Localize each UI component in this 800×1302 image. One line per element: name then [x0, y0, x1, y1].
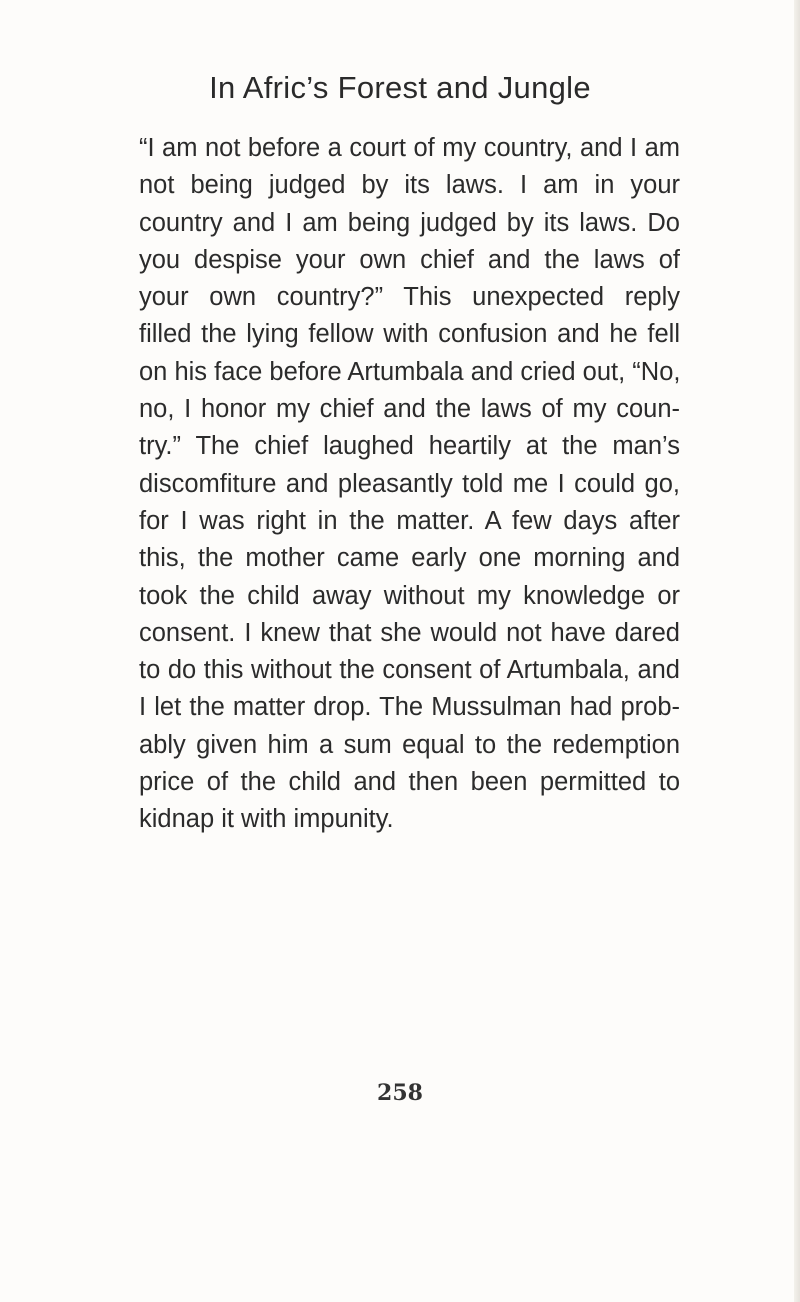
text-line: your own country?” This unexpected reply [139, 283, 680, 312]
text-line: filled the lying fellow with confusion and he fell [139, 320, 680, 349]
text-line: try.” The chief laughed heartily at the man’s [139, 432, 680, 461]
text-line: ably given him a sum equal to the redemption [139, 730, 680, 759]
text-line: price of the child and then been permitted to [139, 768, 680, 797]
running-head: In Afric’s Forest and Jungle [209, 70, 591, 105]
text-line: country and I am being judged by its laws. Do [139, 208, 680, 237]
text-line: kidnap it with impunity. [139, 805, 394, 834]
body-text [139, 130, 680, 839]
text-line: not being judged by its laws. I am in your [139, 171, 680, 200]
text-line: consent. I knew that she would not have dared [139, 618, 680, 647]
text-line: I let the matter drop. The Mussulman had prob- [139, 693, 680, 722]
text-line: discomfiture and pleasantly told me I could go, [139, 469, 680, 498]
text-line: to do this without the consent of Artumbala, and [139, 656, 680, 685]
text-line: on his face before Artumbala and cried out, “No, [139, 357, 681, 386]
text-line: “I am not before a court of my country, and I am [139, 134, 680, 162]
text-line: for I was right in the matter. A few days after [139, 506, 680, 535]
text-line: took the child away without my knowledge or [139, 581, 680, 610]
text-line: this, the mother came early one morning and [139, 544, 680, 573]
page-edge-shadow [794, 0, 800, 1302]
page-number: 258 [377, 1080, 423, 1106]
text-line: no, I honor my chief and the laws of my coun- [139, 395, 680, 424]
text-line: you despise your own chief and the laws of [139, 245, 680, 274]
